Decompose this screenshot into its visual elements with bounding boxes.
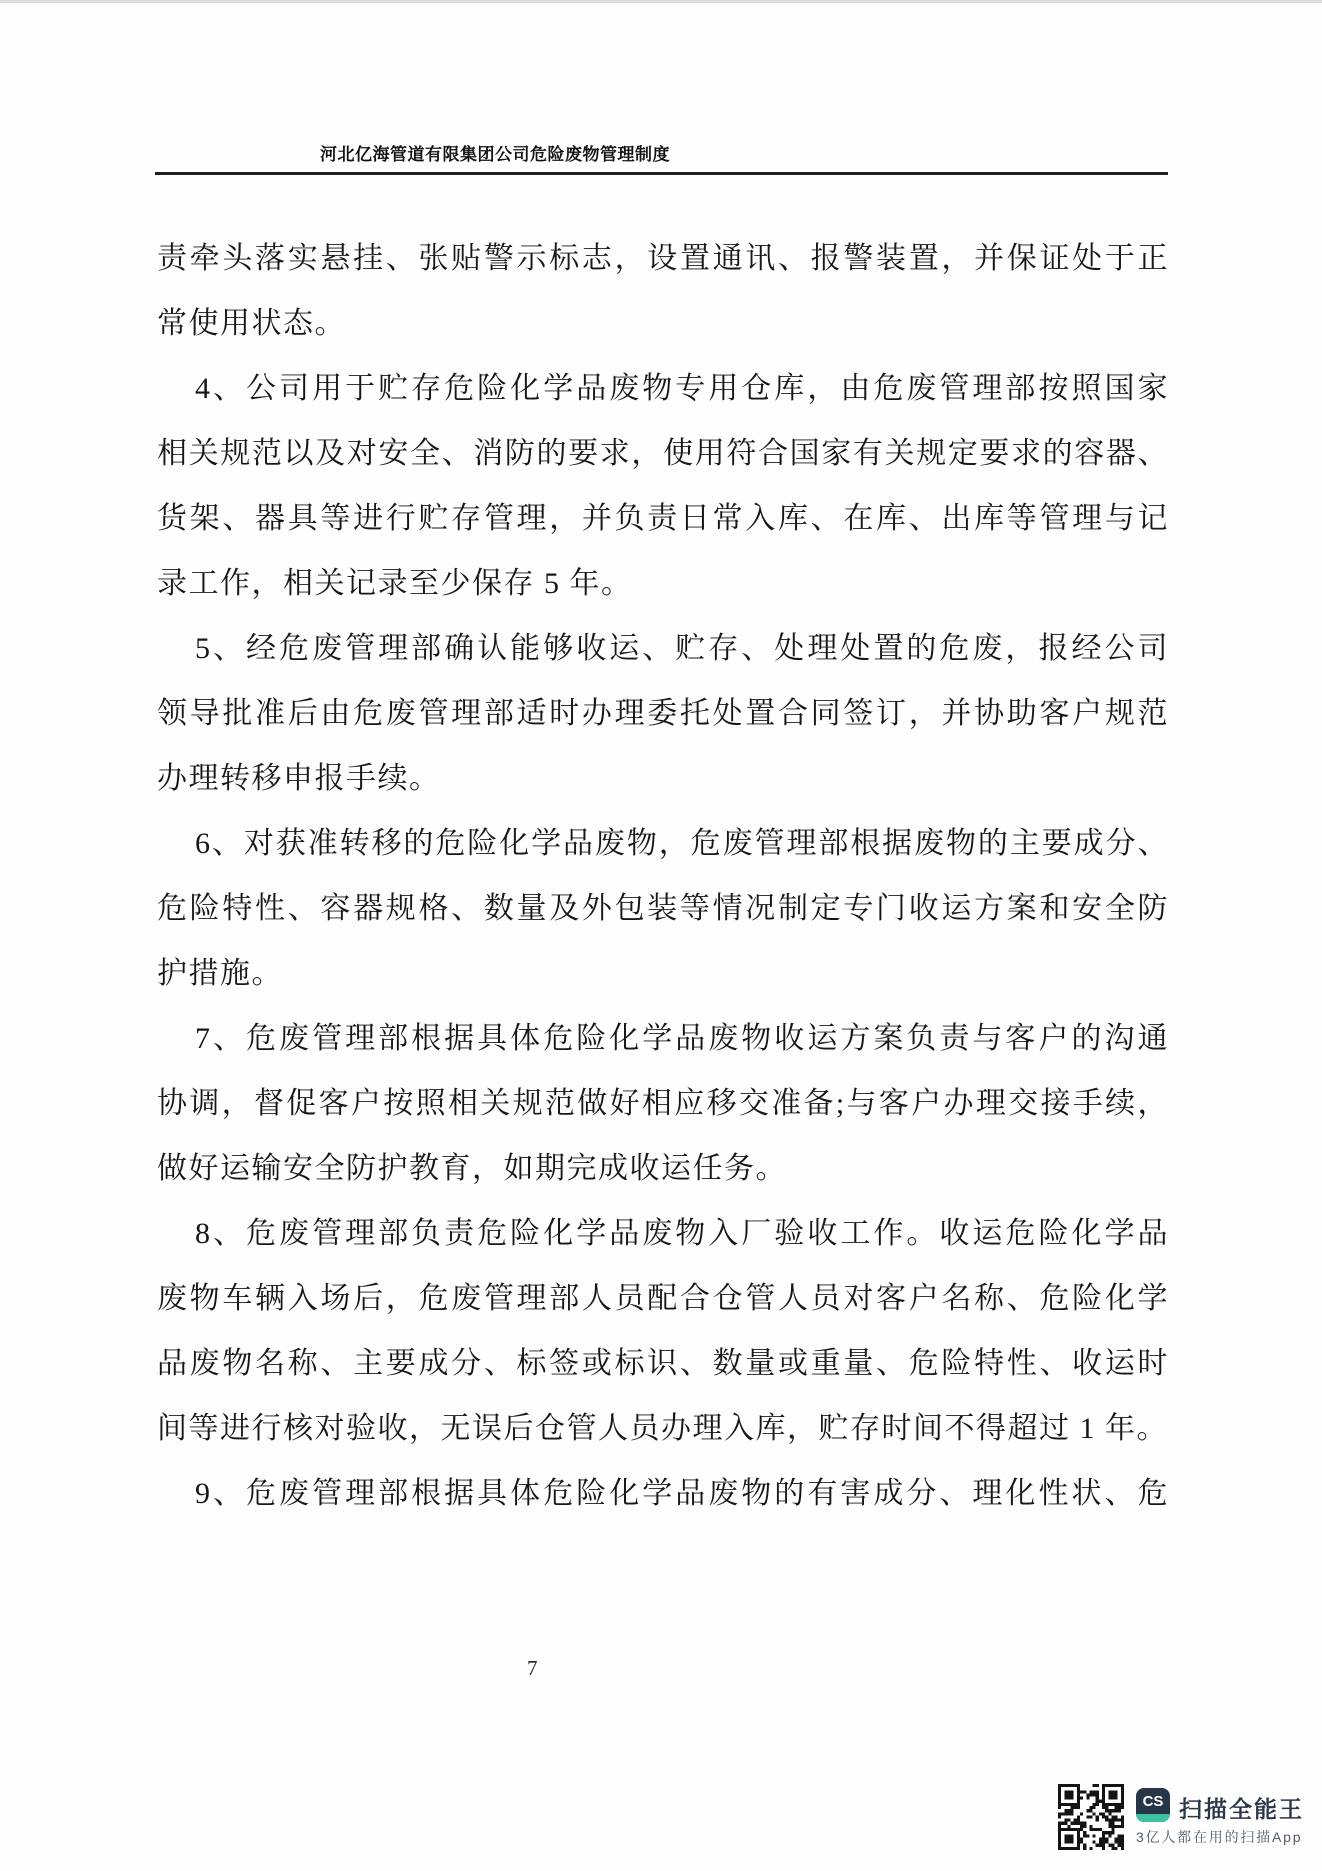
body-line: 品废物名称、主要成分、标签或标识、数量或重量、危险特性、收运时 [157, 1347, 1169, 1380]
camscanner-logo-accent [1136, 1814, 1170, 1822]
body-line: 8、危废管理部负责危险化学品废物入厂验收工作。收运危险化学品 [195, 1217, 1169, 1250]
body-line: 货架、器具等进行贮存管理，并负责日常入库、在库、出库等管理与记 [157, 502, 1169, 535]
body-line: 废物车辆入场后，危废管理部人员配合仓管人员对客户名称、危险化学 [157, 1282, 1169, 1315]
body-line: 录工作，相关记录至少保存 5 年。 [157, 567, 633, 600]
scan-edge-artifact [0, 0, 1322, 3]
body-line: 护措施。 [157, 957, 283, 990]
body-line: 4、公司用于贮存危险化学品废物专用仓库，由危废管理部按照国家 [195, 372, 1169, 405]
header-rule [155, 172, 1168, 175]
document-header-title: 河北亿海管道有限集团公司危险废物管理制度 [320, 145, 670, 164]
body-line: 7、危废管理部根据具体危险化学品废物收运方案负责与客户的沟通 [195, 1022, 1169, 1055]
body-line: 相关规范以及对安全、消防的要求，使用符合国家有关规定要求的容器、 [157, 437, 1169, 470]
camscanner-tagline: 3亿人都在用的扫描App [1136, 1829, 1303, 1845]
qr-code-icon [1058, 1784, 1124, 1850]
body-line: 做好运输安全防护教育，如期完成收运任务。 [157, 1152, 787, 1185]
document-body [157, 226, 1169, 1526]
body-line: 领导批准后由危废管理部适时办理委托处置合同签订，并协助客户规范 [157, 697, 1169, 730]
body-line: 协调，督促客户按照相关规范做好相应移交准备;与客户办理交接手续， [157, 1087, 1169, 1120]
body-line: 间等进行核对验收，无误后仓管人员办理入库，贮存时间不得超过 1 年。 [157, 1412, 1168, 1445]
page-number: 7 [527, 1656, 538, 1680]
body-line: 9、危废管理部根据具体危险化学品废物的有害成分、理化性状、危 [195, 1477, 1169, 1510]
body-line: 危险特性、容器规格、数量及外包装等情况制定专门收运方案和安全防 [157, 892, 1169, 925]
body-line: 办理转移申报手续。 [157, 762, 441, 795]
body-line: 常使用状态。 [157, 307, 346, 340]
body-line: 5、经危废管理部确认能够收运、贮存、处理处置的危废，报经公司 [195, 632, 1169, 665]
body-line: 责牵头落实悬挂、张贴警示标志，设置通讯、报警装置，并保证处于正 [157, 242, 1169, 275]
body-line: 6、对获准转移的危险化学品废物，危废管理部根据废物的主要成分、 [195, 827, 1169, 860]
camscanner-app-name: 扫描全能王 [1179, 1796, 1304, 1822]
camscanner-logo-icon [1136, 1788, 1170, 1822]
camscanner-logo-text: CS [1142, 1793, 1164, 1810]
